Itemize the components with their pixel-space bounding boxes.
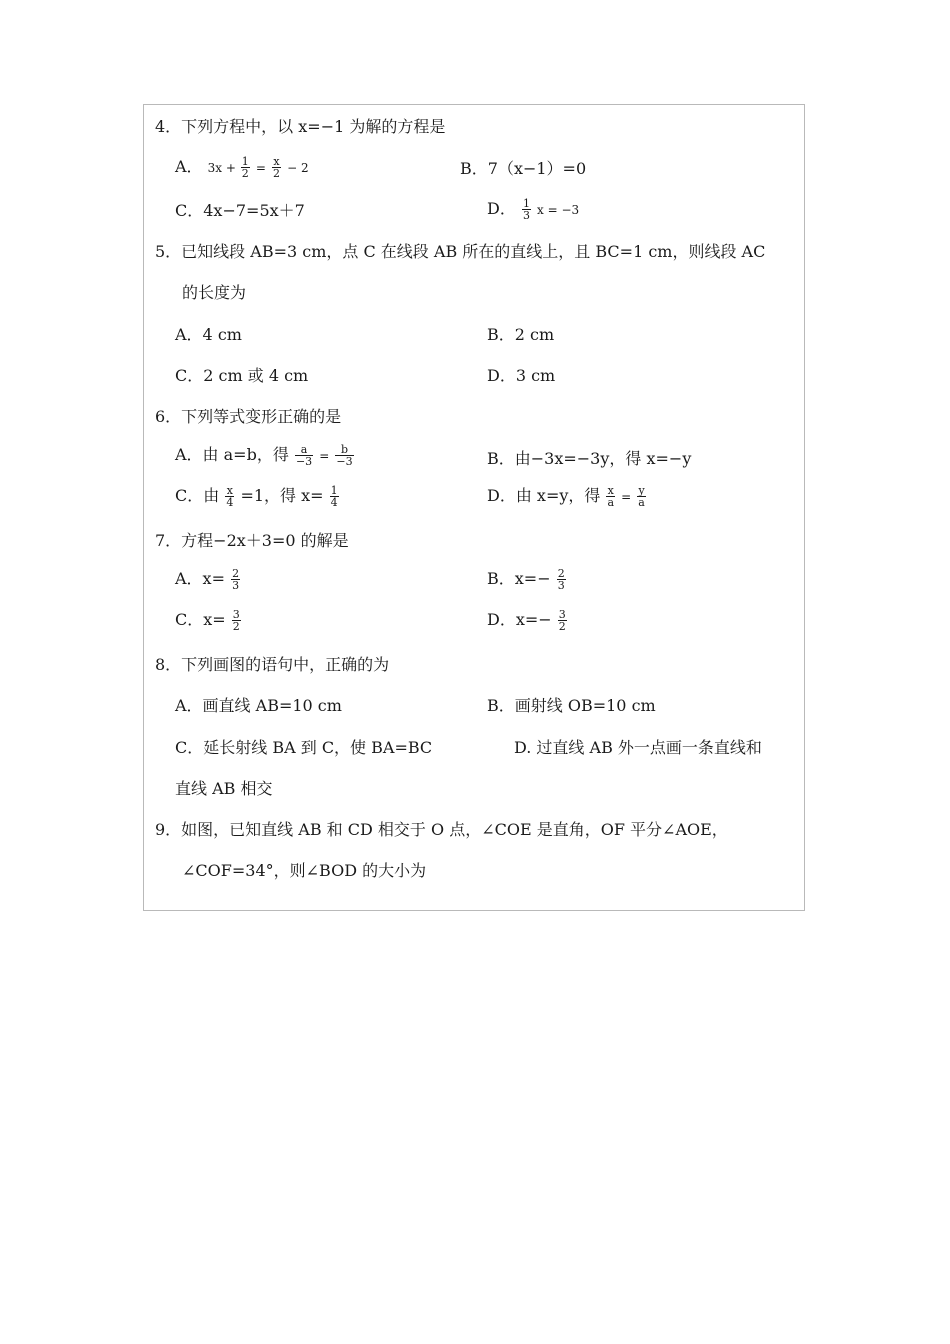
q5-option-a: A．4 cm bbox=[175, 325, 242, 344]
q4-stem: 4．下列方程中，以 x=−1 为解的方程是 bbox=[155, 117, 446, 136]
q5-option-c: C．2 cm 或 4 cm bbox=[175, 366, 309, 385]
question-sheet bbox=[143, 104, 805, 911]
q9-stem: 9．如图，已知直线 AB 和 CD 相交于 O 点，∠COE 是直角，OF 平分∠AOE， bbox=[155, 820, 728, 839]
q7-option-d: D．x=− $\frac{3}{2}$ bbox=[487, 608, 566, 633]
q7-option-a: A．x= $\frac{2}{3}$ bbox=[175, 567, 240, 592]
q4-option-a: A． 3x + $\frac{1}{2}$ = $\frac{x}{2}$ − 2 bbox=[175, 155, 309, 180]
q5-option-b: B．2 cm bbox=[487, 325, 555, 344]
q6-option-b: B．由−3x=−3y，得 x=−y bbox=[487, 449, 692, 468]
q5-stem-cont: 的长度为 bbox=[182, 283, 247, 302]
q4-option-b: B．7（x−1）=0 bbox=[460, 159, 587, 178]
q5-stem: 5．已知线段 AB=3 cm，点 C 在线段 AB 所在的直线上，且 BC=1 cm，则线段 AC bbox=[155, 242, 766, 261]
q8-option-a: A．画直线 AB=10 cm bbox=[175, 696, 342, 715]
q4-option-c: C．4x−7=5x＋7 bbox=[175, 201, 305, 220]
q9-stem-cont: ∠COF=34°，则∠BOD 的大小为 bbox=[182, 861, 427, 880]
q4-option-d: D． $\frac{1}{3}$ x = −3 bbox=[487, 197, 580, 222]
q5-option-d: D．3 cm bbox=[487, 366, 556, 385]
q8-option-d: D. 过直线 AB 外一点画一条直线和 bbox=[514, 738, 762, 757]
q7-option-c: C．x= $\frac{3}{2}$ bbox=[175, 608, 240, 633]
q8-option-b: B．画射线 OB=10 cm bbox=[487, 696, 656, 715]
q6-option-d: D．由 x=y，得 $\frac{x}{a}$ = $\frac{y}{a}$ bbox=[487, 484, 645, 509]
q6-option-a: A．由 a=b，得 $\frac{a}{-3}$ = $\frac{b}{-3}$ bbox=[175, 443, 353, 468]
q7-stem: 7．方程−2x＋3=0 的解是 bbox=[155, 531, 349, 550]
q7-option-b: B．x=− $\frac{2}{3}$ bbox=[487, 567, 565, 592]
q6-option-c: C．由 $\frac{x}{4}$ =1，得 x= $\frac{1}{4}$ bbox=[175, 484, 338, 509]
q8-option-d-cont: 直线 AB 相交 bbox=[175, 779, 273, 798]
q8-stem: 8．下列画图的语句中，正确的为 bbox=[155, 655, 390, 674]
q8-option-c: C．延长射线 BA 到 C，使 BA=BC bbox=[175, 738, 433, 757]
q6-stem: 6．下列等式变形正确的是 bbox=[155, 407, 342, 426]
